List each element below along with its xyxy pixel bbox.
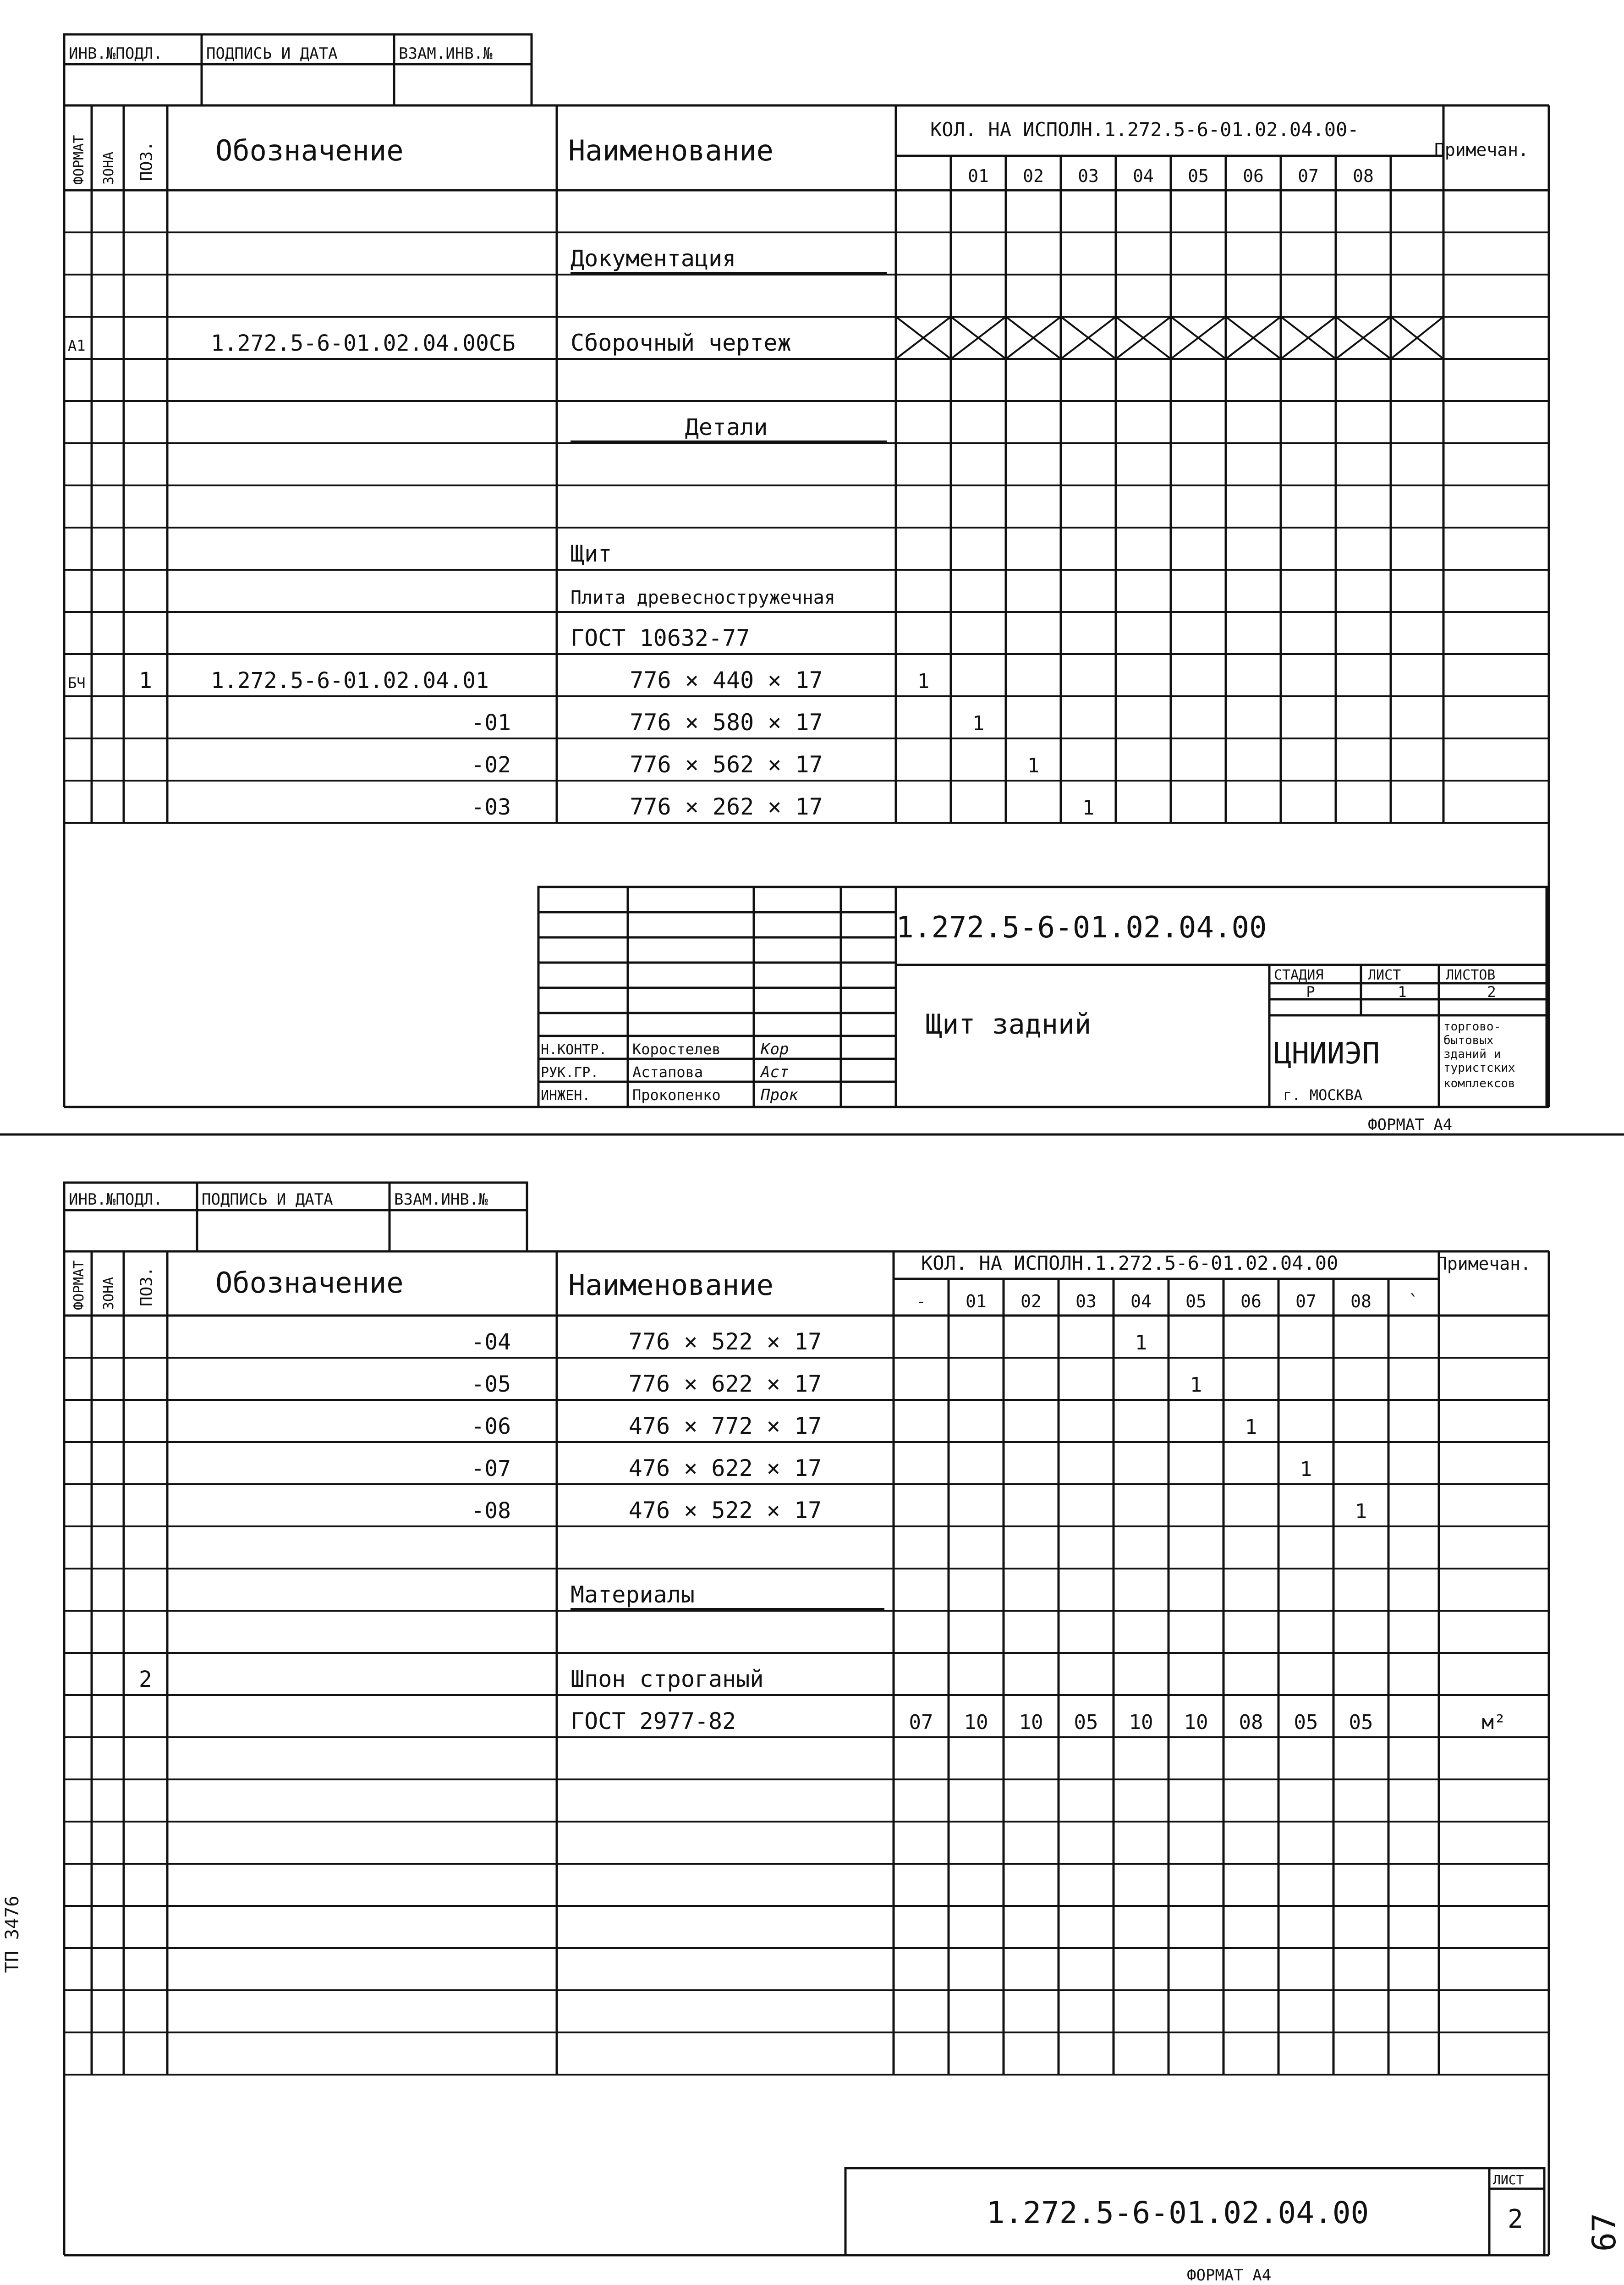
row-name: Материалы <box>571 1581 695 1608</box>
org-desc-line: комплексов <box>1443 1077 1515 1090</box>
row-designation: 1.272.5-6-01.02.04.01 <box>211 668 489 694</box>
org-desc-line: туристских <box>1443 1061 1515 1075</box>
page-number: 67 <box>1586 2213 1623 2252</box>
header-exec-6: 06 <box>1243 166 1264 186</box>
header-exec-3: 03 <box>1078 166 1099 186</box>
row-qty: 07 <box>909 1711 933 1734</box>
sig-role: Н.КОНТР. <box>541 1042 607 1058</box>
stamp-replace-label: ВЗАМ.ИНВ.№ <box>394 1190 488 1209</box>
header-exec-5: 05 <box>1188 166 1209 186</box>
sig-name: Коростелев <box>632 1041 721 1058</box>
stamp-inv-label: ИНВ.№ПОДЛ. <box>69 44 163 63</box>
spec-rows-1 <box>68 245 1443 820</box>
sheet-value: 1 <box>1398 983 1407 1001</box>
sheets-label: ЛИСТОВ <box>1446 967 1496 983</box>
row-note: м² <box>1481 1711 1506 1734</box>
row-designation: -02 <box>471 752 511 778</box>
row-designation: -06 <box>471 1414 511 1439</box>
sheets-value: 2 <box>1487 983 1496 1001</box>
header-exec-5: 05 <box>1185 1291 1207 1311</box>
org-description <box>1443 1020 1515 1090</box>
stage-value: Р <box>1306 983 1315 1001</box>
doc-number-2: 1.272.5-6-01.02.04.00 <box>986 2195 1369 2230</box>
spec-sheet-2-drawing <box>0 1146 1624 2285</box>
row-qty: 10 <box>1129 1711 1153 1734</box>
row-qty: 1 <box>972 712 985 735</box>
header-exec-3: 03 <box>1075 1291 1097 1311</box>
format-label-1: ФОРМАТ А4 <box>1368 1116 1453 1134</box>
header-format-label: ФОРМАТ <box>71 135 87 185</box>
row-qty: 05 <box>1349 1711 1373 1734</box>
sheet-value-2: 2 <box>1508 2204 1523 2234</box>
row-designation: -01 <box>471 710 511 736</box>
handwritten-signature: Кор <box>761 1040 789 1058</box>
row-qty: 10 <box>1184 1711 1208 1734</box>
row-qty: 10 <box>964 1711 988 1734</box>
header-pos-label: ПОЗ. <box>137 1266 156 1306</box>
header-note: Примечан. <box>1437 1254 1531 1274</box>
row-position: 1 <box>139 668 152 694</box>
row-name: 776 × 622 × 17 <box>628 1371 822 1397</box>
spec-rows-2 <box>139 1328 1506 1734</box>
row-qty: 05 <box>1294 1711 1318 1734</box>
handwritten-signature: Прок <box>761 1086 798 1104</box>
margin-label: ТП 3476 <box>2 1895 23 1973</box>
row-position: 2 <box>139 1667 152 1692</box>
header-exec-2: 02 <box>1023 166 1044 186</box>
header-designation: Обозначение <box>215 1266 404 1299</box>
row-qty: 05 <box>1074 1711 1098 1734</box>
row-qty: 1 <box>1027 754 1040 777</box>
sig-role: РУК.ГР. <box>541 1065 599 1081</box>
header-exec-9: ` <box>1408 1291 1419 1311</box>
header-exec-8: 08 <box>1353 166 1374 186</box>
spec-sheet-2 <box>0 1146 1624 2285</box>
sheet-label-2: ЛИСТ <box>1493 2172 1524 2187</box>
sig-name: Прокопенко <box>632 1086 721 1104</box>
sheet-label: ЛИСТ <box>1368 967 1401 983</box>
header-qty: КОЛ. НА ИСПОЛН.1.272.5-6-01.02.04.00 <box>921 1252 1339 1274</box>
row-qty: 1 <box>917 670 930 693</box>
header-name: Наименование <box>568 1268 774 1302</box>
format-label-2: ФОРМАТ А4 <box>1187 2266 1272 2285</box>
row-name: 476 × 772 × 17 <box>628 1413 822 1439</box>
row-designation: -08 <box>471 1498 511 1524</box>
row-name: ГОСТ 2977-82 <box>571 1708 736 1734</box>
doc-title: Щит задний <box>926 1008 1092 1041</box>
row-name: 776 × 440 × 17 <box>630 667 823 694</box>
handwritten-signature: Аст <box>761 1063 789 1081</box>
row-qty: 10 <box>1019 1711 1043 1734</box>
row-designation: -07 <box>471 1456 511 1481</box>
row-name: 476 × 622 × 17 <box>628 1455 822 1481</box>
header-designation: Обозначение <box>215 134 404 167</box>
row-format: А1 <box>68 337 86 354</box>
org-name: ЦНИИЭП <box>1274 1037 1380 1071</box>
org-city: г. МОСКВА <box>1283 1086 1363 1104</box>
row-designation: -05 <box>471 1371 511 1397</box>
row-qty: 08 <box>1239 1711 1263 1734</box>
row-qty: 1 <box>1135 1331 1147 1354</box>
row-format: БЧ <box>68 674 86 692</box>
header-exec-1: 01 <box>968 166 989 186</box>
row-name: Сборочный чертеж <box>571 330 791 356</box>
row-name: Плита древесностружечная <box>571 587 835 608</box>
header-note: Примечан. <box>1434 140 1529 160</box>
row-designation: -03 <box>471 794 511 820</box>
row-qty: 1 <box>1245 1415 1257 1439</box>
row-name: 776 × 262 × 17 <box>630 793 823 820</box>
signature-rows <box>541 1040 798 1104</box>
header-zone-label: ЗОНА <box>101 151 117 185</box>
org-desc-line: зданий и <box>1443 1047 1501 1061</box>
header-name: Наименование <box>568 134 774 167</box>
doc-number-1: 1.272.5-6-01.02.04.00 <box>896 911 1267 945</box>
row-name: 476 × 522 × 17 <box>628 1497 822 1524</box>
row-name: Детали <box>685 414 768 440</box>
row-designation: 1.272.5-6-01.02.04.00СБ <box>211 330 516 356</box>
org-desc-line: торгово- <box>1443 1020 1501 1034</box>
header-exec-6: 06 <box>1240 1291 1262 1311</box>
row-name: Шпон строганый <box>571 1666 764 1692</box>
header-pos-label: ПОЗ. <box>137 141 156 181</box>
header-exec-4: 04 <box>1130 1291 1152 1311</box>
row-qty: 1 <box>1082 796 1095 820</box>
row-designation: -04 <box>471 1329 511 1355</box>
row-name: Документация <box>571 245 736 272</box>
header-format-label: ФОРМАТ <box>71 1260 87 1310</box>
header-exec-7: 07 <box>1295 1291 1317 1311</box>
row-name: 776 × 580 × 17 <box>630 709 823 736</box>
row-name: ГОСТ 10632-77 <box>571 625 750 651</box>
sig-name: Астапова <box>632 1063 703 1081</box>
row-qty: 1 <box>1190 1373 1202 1397</box>
stage-label: СТАДИЯ <box>1274 967 1324 983</box>
org-desc-line: бытовых <box>1443 1034 1494 1047</box>
stamp-sign-label: ПОДПИСЬ И ДАТА <box>202 1190 333 1209</box>
header-exec-8: 08 <box>1350 1291 1372 1311</box>
header-exec-0: - <box>916 1291 927 1311</box>
header-exec-1: 01 <box>966 1291 987 1311</box>
row-qty: 1 <box>1300 1458 1312 1481</box>
header-zone-label: ЗОНА <box>101 1277 117 1310</box>
row-qty: 1 <box>1355 1500 1367 1523</box>
stamp-replace-label: ВЗАМ.ИНВ.№ <box>399 44 493 63</box>
header-exec-4: 04 <box>1133 166 1154 186</box>
spec-table-2 <box>64 1251 1549 2255</box>
row-name: Щит <box>571 540 612 567</box>
stamp-sign-label: ПОДПИСЬ И ДАТА <box>206 44 338 63</box>
row-name: 776 × 562 × 17 <box>630 751 823 778</box>
stamp-inv-label: ИНВ.№ПОДЛ. <box>69 1190 163 1209</box>
header-exec-2: 02 <box>1020 1291 1042 1311</box>
header-exec-7: 07 <box>1298 166 1319 186</box>
row-name: 776 × 522 × 17 <box>628 1328 822 1355</box>
header-qty: КОЛ. НА ИСПОЛН.1.272.5-6-01.02.04.00- <box>930 118 1359 141</box>
sig-role: ИНЖЕН. <box>541 1088 591 1104</box>
